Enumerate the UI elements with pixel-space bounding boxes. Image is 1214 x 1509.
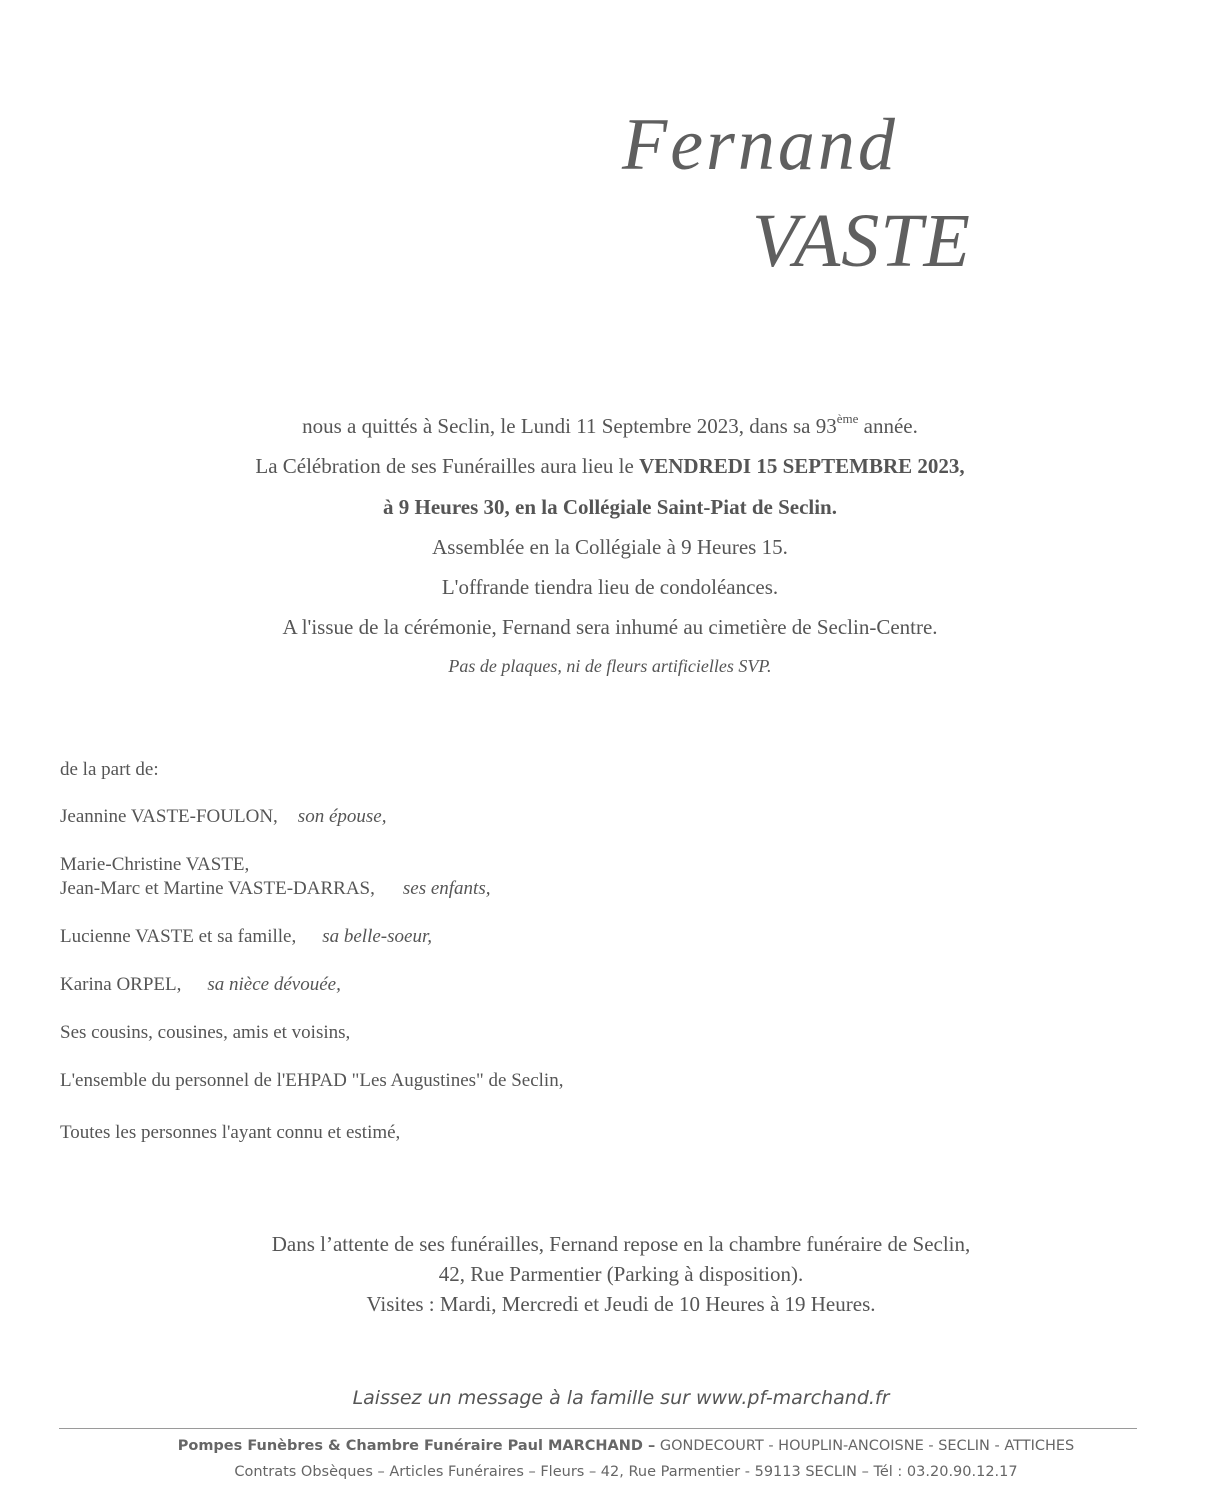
family-wife [60, 807, 386, 826]
family-children-line2 [60, 879, 490, 898]
announcement-burial: A l'issue de la cérémonie, Fernand sera inhumé au cimetière de Seclin-Centre. [282, 615, 938, 639]
sister-in-law-relation: sa belle-soeur, [322, 926, 432, 947]
footer-line1 [0, 1439, 1214, 1454]
family-sister-in-law [60, 927, 432, 946]
celebration-date: VENDREDI 15 SEPTEMBRE 2023, [639, 454, 965, 478]
ordinal-suffix: ème [836, 411, 859, 426]
footer-company: Pompes Funèbres & Chambre Funéraire Paul MARCHAND – [177, 1438, 656, 1454]
niece-name: Karina ORPEL, [60, 974, 182, 995]
repose-line2: 42, Rue Parmentier (Parking à disposition). [438, 1262, 804, 1286]
footer-towns: GONDECOURT - HOUPLIN-ANCOISNE - SECLIN - ATTICHES [655, 1438, 1075, 1454]
sister-in-law-name: Lucienne VASTE et sa famille, [60, 926, 297, 947]
children-names: Jean-Marc et Martine VASTE-DARRAS, [60, 878, 375, 899]
first-name: Fernand [622, 104, 898, 186]
footer-line2: Contrats Obsèques – Articles Funéraires – Fleurs – 42, Rue Parmentier - 59113 SECLIN – Tél : 03.20.90.12.17 [234, 1464, 1018, 1480]
family-children-line1: Marie-Christine VASTE, [60, 854, 250, 875]
family-intro: de la part de: [60, 759, 159, 780]
message-link[interactable]: Laissez un message à la famille sur www.pf-marchand.fr [352, 1387, 890, 1409]
repose-line3: Visites : Mardi, Mercredi et Jeudi de 10 Heures à 19 Heures. [366, 1292, 876, 1316]
announcement-offering: L'offrande tiendra lieu de condoléances. [441, 575, 779, 599]
announcement-assembly: Assemblée en la Collégiale à 9 Heures 15. [432, 535, 788, 559]
family-niece [60, 975, 341, 994]
announcement-note: Pas de plaques, ni de fleurs artificielles SVP. [448, 656, 772, 676]
wife-relation: son épouse, [297, 806, 387, 827]
family-cousins: Ses cousins, cousines, amis et voisins, [60, 1022, 351, 1043]
death-text-end: année. [858, 414, 918, 438]
announcement-time-place: à 9 Heures 30, en la Collégiale Saint-Piat de Seclin. [382, 495, 837, 519]
children-relation: ses enfants, [402, 878, 491, 899]
family-all: Toutes les personnes l'ayant connu et estimé, [60, 1122, 401, 1143]
niece-relation: sa nièce dévouée, [207, 974, 341, 995]
death-text: nous a quittés à Seclin, le Lundi 11 Septembre 2023, dans sa 93 [302, 414, 837, 438]
announcement-death-line [0, 411, 1214, 438]
family-ehpad: L'ensemble du personnel de l'EHPAD "Les Augustines" de Seclin, [60, 1070, 564, 1091]
last-name: VASTE [752, 199, 971, 283]
announcement-celebration-line [0, 456, 1214, 477]
celebration-text: La Célébration de ses Funérailles aura lieu le [255, 454, 640, 478]
footer-divider [59, 1428, 1137, 1429]
repose-line1: Dans l’attente de ses funérailles, Fernand repose en la chambre funéraire de Seclin, [271, 1232, 971, 1256]
wife-name: Jeannine VASTE-FOULON, [60, 806, 278, 827]
